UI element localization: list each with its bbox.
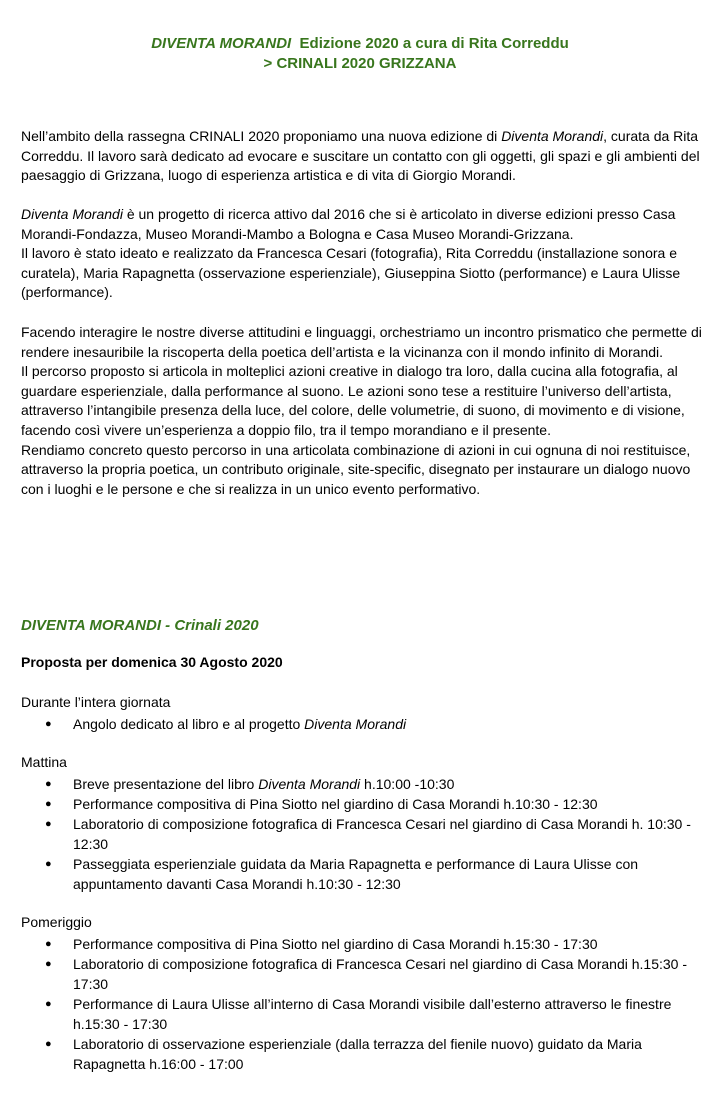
bullet-icon: ● (45, 1038, 52, 1050)
item-text: Performance compositiva di Pina Siotto nel giardino di Casa Morandi h.15:30 - 17:30 (73, 936, 598, 952)
list-item (45, 714, 706, 734)
item-text: Laboratorio di composizione fotografica di Francesca Cesari nel giardino di Casa Morandi h. 10:30 - 12:30 (73, 816, 691, 852)
list-item (45, 1034, 706, 1074)
item-text: Laboratorio di composizione fotografica di Francesca Cesari nel giardino di Casa Morandi h.15:30 - 17:30 (73, 956, 687, 992)
item-text: h.10:00 -10:30 (360, 776, 455, 792)
morning-label: Mattina (21, 754, 67, 770)
subtitle: > CRINALI 2020 GRIZZANA (263, 55, 457, 72)
item-text: Angolo dedicato al libro e al progetto (73, 716, 305, 732)
program-date: Proposta per domenica 30 Agosto 2020 (21, 654, 283, 670)
intro-emphasis: Diventa Morandi (501, 128, 604, 144)
intro-paragraph-3 (21, 323, 706, 499)
bullet-icon: ● (45, 938, 52, 950)
item-text: Performance compositiva di Pina Siotto nel giardino di Casa Morandi h.10:30 - 12:30 (73, 796, 598, 812)
list-item (45, 994, 706, 1034)
bullet-icon: ● (45, 718, 52, 730)
item-text: Passeggiata esperienziale guidata da Maria Rapagnetta e performance di Laura Ulisse con appuntamento davanti Casa Morandi h.10:30 - 12:30 (73, 856, 639, 892)
afternoon-list (21, 934, 706, 1074)
intro-text: Facendo interagire le nostre diverse attitudini e linguaggi, orchestriamo un incontro prismatico che permette di rendere inesauribile la riscoperta della poetica dell’artista e la vicinanza con il mondo infinito di Morandi. (21, 324, 702, 360)
intro-text: , curata da Rita Correddu. Il lavoro sarà dedicato ad evocare e suscitare un contatto con gli oggetti, gli spazi e gli ambienti del paesaggio di Grizzana, luogo di esperienza artistica e di vita di Giorgio Morandi. (21, 128, 700, 184)
list-item (45, 774, 706, 794)
item-text: Performance di Laura Ulisse all’interno di Casa Morandi visibile dall’esterno attraverso le finestre h.15:30 - 17:30 (73, 996, 672, 1032)
item-text: Laboratorio di osservazione esperienziale (dalla terrazza del fienile nuovo) guidato da Maria Rapagnetta h.16:00 - 17:00 (73, 1036, 642, 1072)
list-item (45, 934, 706, 954)
document-title (0, 34, 720, 74)
title-rest: Edizione 2020 a cura di Rita Correddu (291, 35, 569, 52)
intro-text: Il percorso proposto si articola in molteplici azioni creative in dialogo tra loro, dalla cucina alla fotografia, al guardare esperienziale, dalla performance al suono. Le azioni sono tese a restituire l’universo dell’artista, attraverso l’intangibile presenza della luce, del colore, delle volumetrie, di suono, di movimento e di visione, facendo così vivere un’esperienza a doppio filo, tra il tempo morandiano e il presente. (21, 363, 685, 438)
list-item (45, 954, 706, 994)
bullet-icon: ● (45, 958, 52, 970)
list-item (45, 794, 706, 814)
bullet-icon: ● (45, 998, 52, 1010)
intro-text: Nell’ambito della rassegna CRINALI 2020 proponiamo una nuova edizione di (21, 128, 502, 144)
all-day-label: Durante l’intera giornata (21, 694, 171, 710)
bullet-icon: ● (45, 798, 52, 810)
afternoon-label: Pomeriggio (21, 914, 92, 930)
intro-text: è un progetto di ricerca attivo dal 2016 che si è articolato in diverse edizioni presso Casa Morandi-Fondazza, Museo Morandi-Mambo a Bologna e Casa Museo Morandi-Grizzana. (21, 206, 676, 242)
bullet-icon: ● (45, 778, 52, 790)
item-text: Breve presentazione del libro (73, 776, 259, 792)
item-emphasis: Diventa Morandi (258, 776, 361, 792)
bullet-icon: ● (45, 858, 52, 870)
intro-text: Il lavoro è stato ideato e realizzato da Francesca Cesari (fotografia), Rita Correddu (installazione sonora e curatela), Maria Rapagnetta (osservazione esperienziale), Giuseppina Siotto (performance) e Laura Ulisse (performance). (21, 245, 681, 301)
intro-paragraph-2 (21, 205, 706, 303)
intro-text: Rendiamo concreto questo percorso in una articolata combinazione di azioni in cui ognuna di noi restituisce, attraverso la propria poetica, un contributo originale, site-specific, disegnato per instaurare un dialogo nuovo con i luoghi e le persone e che si realizza in un unico evento performativo. (21, 441, 691, 497)
intro-emphasis: Diventa Morandi (21, 206, 123, 222)
morning-list (21, 774, 706, 894)
all-day-list (21, 714, 706, 734)
list-item (45, 854, 706, 894)
list-item (45, 814, 706, 854)
program-heading: DIVENTA MORANDI - Crinali 2020 (21, 617, 259, 634)
item-emphasis: Diventa Morandi (304, 716, 407, 732)
bullet-icon: ● (45, 818, 52, 830)
intro-paragraph-1 (21, 127, 706, 186)
title-italic: DIVENTA MORANDI (151, 35, 292, 52)
title-line (0, 34, 720, 54)
